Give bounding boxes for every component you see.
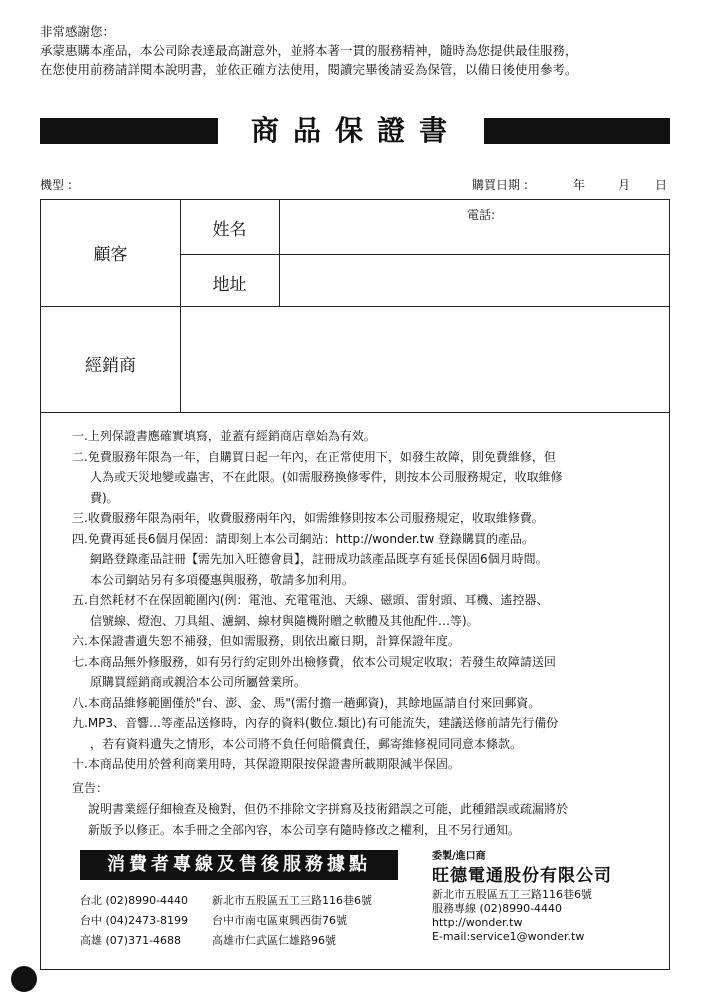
company-website: http://wonder.tw xyxy=(432,916,523,929)
service-location-row xyxy=(80,891,372,911)
year-label: 年 xyxy=(573,178,586,192)
notice-heading: 宣告： xyxy=(72,781,109,795)
intro-text xyxy=(40,22,578,79)
terms-line: 十.本商品使用於營利商業用時，其保證期限按保證書所載期限減半保固。 xyxy=(72,757,460,771)
service-phone: 台中 (04)2473-8199 xyxy=(80,914,189,927)
terms-line: 四.免費再延長6個月保固：請即刻上本公司網站：http://wonder.tw 登錄購買的產品。 xyxy=(72,531,534,546)
address-label: 地址 xyxy=(212,275,247,295)
service-location-row xyxy=(80,931,372,951)
service-address: 新北市五股區五工三路116巷6號 xyxy=(212,894,372,907)
terms-line: 一.上列保證書應確實填寫，並蓋有經銷商店章始為有效。 xyxy=(72,429,376,443)
service-heading: 消費者專線及售後服務據點 xyxy=(80,850,398,880)
terms-line: ，若有資料遺失之情形，本公司將不負任何賠償責任，郵寄維修視同同意本條款。 xyxy=(90,736,523,751)
title-bar-left xyxy=(40,118,218,144)
service-location-row xyxy=(80,911,372,931)
name-field[interactable] xyxy=(280,201,668,253)
terms-line: 八.本商品維修範圍僅於"台、澎、金、馬"(需付擔一趟郵資)，其餘地區請自付來回郵資。 xyxy=(72,695,541,710)
service-address: 台中市南屯區東興西街76號 xyxy=(212,914,347,927)
terms-line: 九.MP3、音響…等產品送修時，內存的資料(數位.類比)有可能流失，建議送修前請先行備份 xyxy=(72,716,559,730)
dealer-field[interactable] xyxy=(181,307,668,411)
service-phone: 台北 (02)8990-4440 xyxy=(80,894,189,907)
company-address: 新北市五股區五工三路116巷6號 xyxy=(432,888,592,901)
company-name: 旺德電通股份有限公司 xyxy=(432,866,612,886)
notice-section xyxy=(72,778,568,841)
service-phone: 高雄 (07)371-4688 xyxy=(80,934,182,947)
terms-line: 七.本商品無外修服務，如有另行約定則外出檢修費，依本公司規定收取；若發生故障請送回 xyxy=(72,654,556,669)
terms-line: 人為或天災地變或蟲害，不在此限。(如需服務換修零件，則按本公司服務規定，收取維修 xyxy=(90,470,563,484)
company-role: 委製/進口商 xyxy=(432,851,486,862)
notice-line: 說明書業經仔細檢查及檢對，但仍不排除文字拼寫及技術錯誤之可能，此種錯誤或疏漏將於 xyxy=(88,802,569,816)
terms-line: 三.收費服務年限為兩年，收費服務兩年內，如需維修則按本公司服務規定，收取維修費。 xyxy=(72,511,544,525)
model-label: 機型 : xyxy=(40,178,72,192)
form-divider xyxy=(41,412,669,413)
month-label: 月 xyxy=(618,178,631,192)
terms-line: 信號線、燈泡、刀具組、濾網、線材與隨機附贈之軟體及其他配件…等)。 xyxy=(90,613,479,628)
notice-line: 新版予以修正。本手冊之全部內容，本公司享有隨時修改之權利，且不另行通知。 xyxy=(88,823,521,837)
company-info xyxy=(432,850,612,944)
purchase-date-label: 購買日期 : xyxy=(472,178,528,192)
terms-line: 原購買經銷商或親洽本公司所屬營業所。 xyxy=(90,675,307,689)
intro-line: 非常感謝您： xyxy=(40,24,116,39)
company-hotline: 服務專線 (02)8990-4440 xyxy=(432,902,563,915)
dealer-label: 經銷商 xyxy=(85,356,136,376)
terms-line: 二.免費服務年限為一年，自購買日起一年內，在正常使用下，如發生故障，則免費維修，但 xyxy=(72,449,556,464)
terms-line: 六.本保證書遺失恕不補發，但如需服務，則依出廠日期，計算保證年度。 xyxy=(72,634,460,648)
warranty-terms xyxy=(72,426,563,775)
terms-line: 費)。 xyxy=(90,490,119,505)
terms-line: 本公司網站另有多項優惠與服務，敬請多加利用。 xyxy=(90,572,355,587)
page-title: 商品保證書 xyxy=(250,114,461,147)
intro-line: 承蒙惠購本產品，本公司除表達最高謝意外，並將本著一貫的服務精神，隨時為您提供最佳服務， xyxy=(40,43,578,58)
page-marker xyxy=(11,966,37,992)
customer-label: 顧客 xyxy=(93,245,128,265)
day-label: 日 xyxy=(655,178,668,192)
terms-line: 五.自然耗材不在保固範圍內(例：電池、充電電池、天線、磁頭、雷射頭、耳機、遙控器、 xyxy=(72,593,549,607)
company-email: E-mail:service1@wonder.tw xyxy=(432,930,585,943)
terms-line: 網路登錄產品註冊【需先加入旺德會員】，註冊成功該產品既享有延長保固6個月時間。 xyxy=(90,552,548,566)
title-bar-right xyxy=(484,118,670,144)
intro-line: 在您使用前務請詳閱本說明書，並依正確方法使用，閱讀完畢後請妥為保管，以備日後使用參考。 xyxy=(40,62,578,77)
address-field[interactable] xyxy=(280,255,668,305)
title-banner xyxy=(40,115,670,147)
name-label: 姓名 xyxy=(212,220,247,240)
service-locations xyxy=(80,891,372,951)
phone-label: 電話: xyxy=(467,208,496,222)
service-address: 高雄市仁武區仁雄路96號 xyxy=(212,934,336,947)
